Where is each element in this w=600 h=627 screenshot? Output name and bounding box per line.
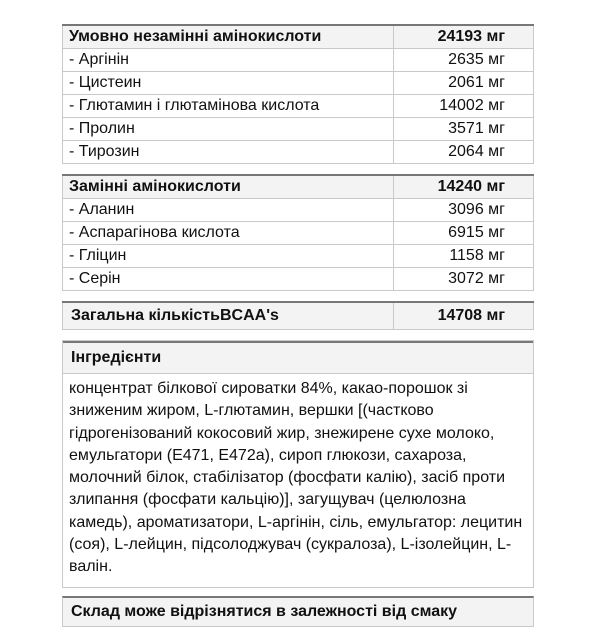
- amino-acid-name: - Гліцин: [63, 245, 394, 268]
- amino-acid-value: 2061 мг: [394, 72, 534, 95]
- amino-acid-value: 3571 мг: [394, 118, 534, 141]
- amino-acid-value: 1158 мг: [394, 245, 534, 268]
- amino-acid-value: 6915 мг: [394, 222, 534, 245]
- ingredients-box: [62, 340, 534, 588]
- table-row: [63, 222, 534, 245]
- table-row: [63, 268, 534, 291]
- amino-acid-name: - Тирозин: [63, 141, 394, 164]
- table-row: [63, 49, 534, 72]
- amino-acid-value: 2635 мг: [394, 49, 534, 72]
- essential-amino-acids-table: [62, 24, 534, 164]
- amino-acid-value: 3072 мг: [394, 268, 534, 291]
- table-row: [63, 245, 534, 268]
- amino-acid-name: - Аргінін: [63, 49, 394, 72]
- bcaa-label: Загальна кількістьBCAA's: [63, 302, 394, 330]
- ingredients-text: концентрат білкової сироватки 84%, какао-порошок зі зниженим жиром, L-глютамин, вершки [(частково гідрогенізований кокосовий жир, знежирене сухе молоко, емульгатори (E471, E472a), сироп глюкози, сахароза, молочний білок, стабілізатор (фосфати калію), засіб проти злипання (фосфати кальцію)], загущувач (целюлозна камедь), ароматизатори, L-аргінін, сіль, емульгатор: лецитин (соя), L-лейцин, підсолоджувач (сукралоза), L-ізолейцин, L-валін.: [69, 380, 523, 576]
- amino-acid-name: - Серін: [63, 268, 394, 291]
- ingredients-title: Інгредієнти: [63, 341, 533, 374]
- bcaa-table: [62, 301, 534, 330]
- amino-acid-value: 14002 мг: [394, 95, 534, 118]
- table-row: [63, 95, 534, 118]
- amino-acid-name: - Аланин: [63, 199, 394, 222]
- section-title: Замінні амінокислоти: [63, 175, 394, 199]
- table-header-row: [63, 175, 534, 199]
- amino-acid-name: - Аспарагінова кислота: [63, 222, 394, 245]
- table-row: [63, 141, 534, 164]
- section-total: 14240 мг: [394, 175, 534, 199]
- amino-acid-value: 2064 мг: [394, 141, 534, 164]
- bcaa-value: 14708 мг: [394, 302, 534, 330]
- section-total: 24193 мг: [394, 25, 534, 49]
- table-row: [63, 199, 534, 222]
- bcaa-row: [63, 302, 534, 330]
- section-title: Умовно незамінні амінокислоти: [63, 25, 394, 49]
- table-row: [63, 118, 534, 141]
- nutrition-facts: [62, 0, 534, 627]
- amino-acid-value: 3096 мг: [394, 199, 534, 222]
- flavor-note: Склад може відрізнятися в залежності від смаку: [62, 596, 534, 627]
- amino-acid-name: - Пролин: [63, 118, 394, 141]
- amino-acid-name: - Цистеин: [63, 72, 394, 95]
- table-header-row: [63, 25, 534, 49]
- nonessential-amino-acids-table: [62, 174, 534, 291]
- amino-acid-name: - Глютамин і глютамінова кислота: [63, 95, 394, 118]
- table-row: [63, 72, 534, 95]
